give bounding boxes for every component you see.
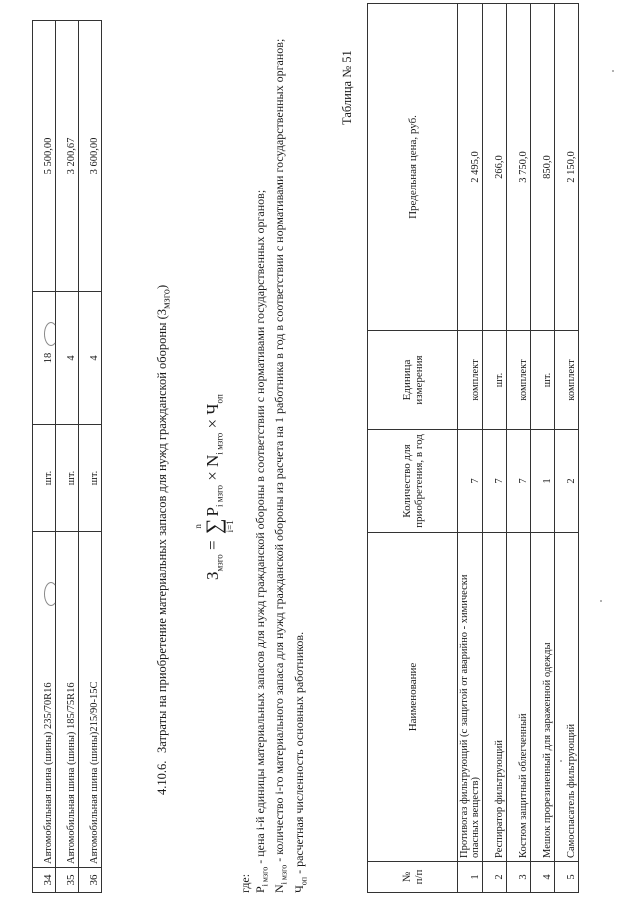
table-row [555,4,579,893]
item-unit: шт. [56,425,79,532]
summation-symbol [193,518,235,534]
item-name: Противогаз фильтрующий (с защитой от аварийно - химически опасных веществ) [458,533,483,862]
cost-formula [193,394,235,580]
def-text: - количество i-го материального запаса для нужд гражданской обороны из расчета на 1 работника в год в соответствии с нормативами государственных органов; [272,38,287,865]
formula-times: × [202,414,222,433]
definition-headcount [292,13,312,893]
def-symbol-subscript: i мзго [259,866,269,887]
section-number: 4.10.6. [155,760,169,795]
item-name: Автомобильная шина (шины) 185/75R16 [56,532,79,868]
section-title: Затраты на приобретение материальных запасов для нужд гражданской обороны (З [155,308,169,753]
row-number: 36 [79,868,102,893]
item-quantity: 1 [531,430,555,533]
row-number: 34 [33,868,56,893]
def-symbol-subscript: i мзго [279,864,289,885]
def-symbol-subscript: оп [299,876,309,886]
sigma-glyph: ∑ [201,518,226,535]
row-number: 5 [555,862,579,893]
item-price: 850,0 [531,4,555,331]
item-name: Костюм защитный облегченный [507,533,531,862]
item-quantity: 7 [483,430,507,533]
table-header-row [368,4,458,893]
item-name: Самоспасатель фильтрующий [555,533,579,862]
section-title-close: ) [155,284,169,290]
item-quantity: 2 [555,430,579,533]
header-number: № п/п [368,862,458,893]
item-price: 5 500,00 [33,21,56,292]
binder-hole-mark [44,322,58,346]
def-symbol: P [252,886,267,893]
formula-quantity: N [202,454,222,467]
header-name: Наименование [368,533,458,862]
item-unit: комплект [555,331,579,430]
item-name: Респиратор фильтрующий [483,533,507,862]
item-unit: комплект [458,331,483,430]
binder-hole-mark [44,582,58,606]
row-number: 4 [531,862,555,893]
item-quantity: 7 [507,430,531,533]
header-quantity: Количество для приобретения, в год [368,430,458,533]
item-price: 3 750,0 [507,4,531,331]
row-number: 2 [483,862,507,893]
item-name: Автомобильная шина (шины) 235/70R16 [33,532,56,868]
definition-price [253,13,273,893]
formula-equals: = [202,536,222,555]
scan-speck [612,70,614,72]
table-row [79,21,102,893]
formula-times: × [202,466,222,486]
table-row [56,21,79,893]
table-row [507,4,531,893]
formula-lhs-subscript: мзго [214,554,225,572]
section-heading [155,285,173,795]
def-text: - расчетная численность основных работников. [292,631,307,877]
def-symbol: Ч [292,885,307,893]
section-title-subscript: мзго [161,289,173,309]
item-unit: шт. [531,331,555,430]
table-row [458,4,483,893]
formula-price: P [202,507,222,517]
scan-speck [560,760,562,762]
row-number: 35 [56,868,79,893]
table-caption: Таблица № 51 [340,50,354,125]
item-quantity: 18 [33,292,56,425]
item-unit: комплект [507,331,531,430]
item-price: 2 150,0 [555,4,579,331]
item-quantity: 4 [56,292,79,425]
item-price: 2 495,0 [458,4,483,331]
continuation-table [32,20,102,893]
definition-quantity [272,13,292,893]
item-quantity: 4 [79,292,102,425]
formula-price-subscript: i мзго [214,485,225,507]
table-row [531,4,555,893]
sum-lower-limit: i=1 [225,520,235,533]
table-row [33,21,56,893]
sum-upper-limit: n [193,524,203,529]
item-unit: шт. [483,331,507,430]
item-unit: шт. [33,425,56,532]
def-text: - цена i-й единицы материальных запасов для нужд гражданской обороны в соответствии с нормативами государственных органов; [252,189,267,867]
item-name: Мешок прорезиненный для зараженной одежды [531,533,555,862]
row-number: 1 [458,862,483,893]
item-name: Автомобильная шина (шины)215/90-15С [79,532,102,868]
formula-lhs: З [202,571,222,580]
item-price: 3 200,67 [56,21,79,292]
item-quantity: 7 [458,430,483,533]
table-51 [367,3,579,893]
def-symbol: N [272,884,287,893]
item-unit: шт. [79,425,102,532]
row-number: 3 [507,862,531,893]
scan-speck [600,600,602,602]
table-row [483,4,507,893]
formula-headcount-subscript: оп [214,394,225,404]
header-unit: Единица измерения [368,331,458,430]
where-label: где: [238,873,252,893]
item-price: 266,0 [483,4,507,331]
formula-quantity-subscript: i мзго [214,432,225,455]
header-price: Предельная цена, руб. [368,4,458,331]
item-price: 3 600,00 [79,21,102,292]
formula-headcount: Ч [202,403,222,415]
formula-definitions [238,13,312,893]
